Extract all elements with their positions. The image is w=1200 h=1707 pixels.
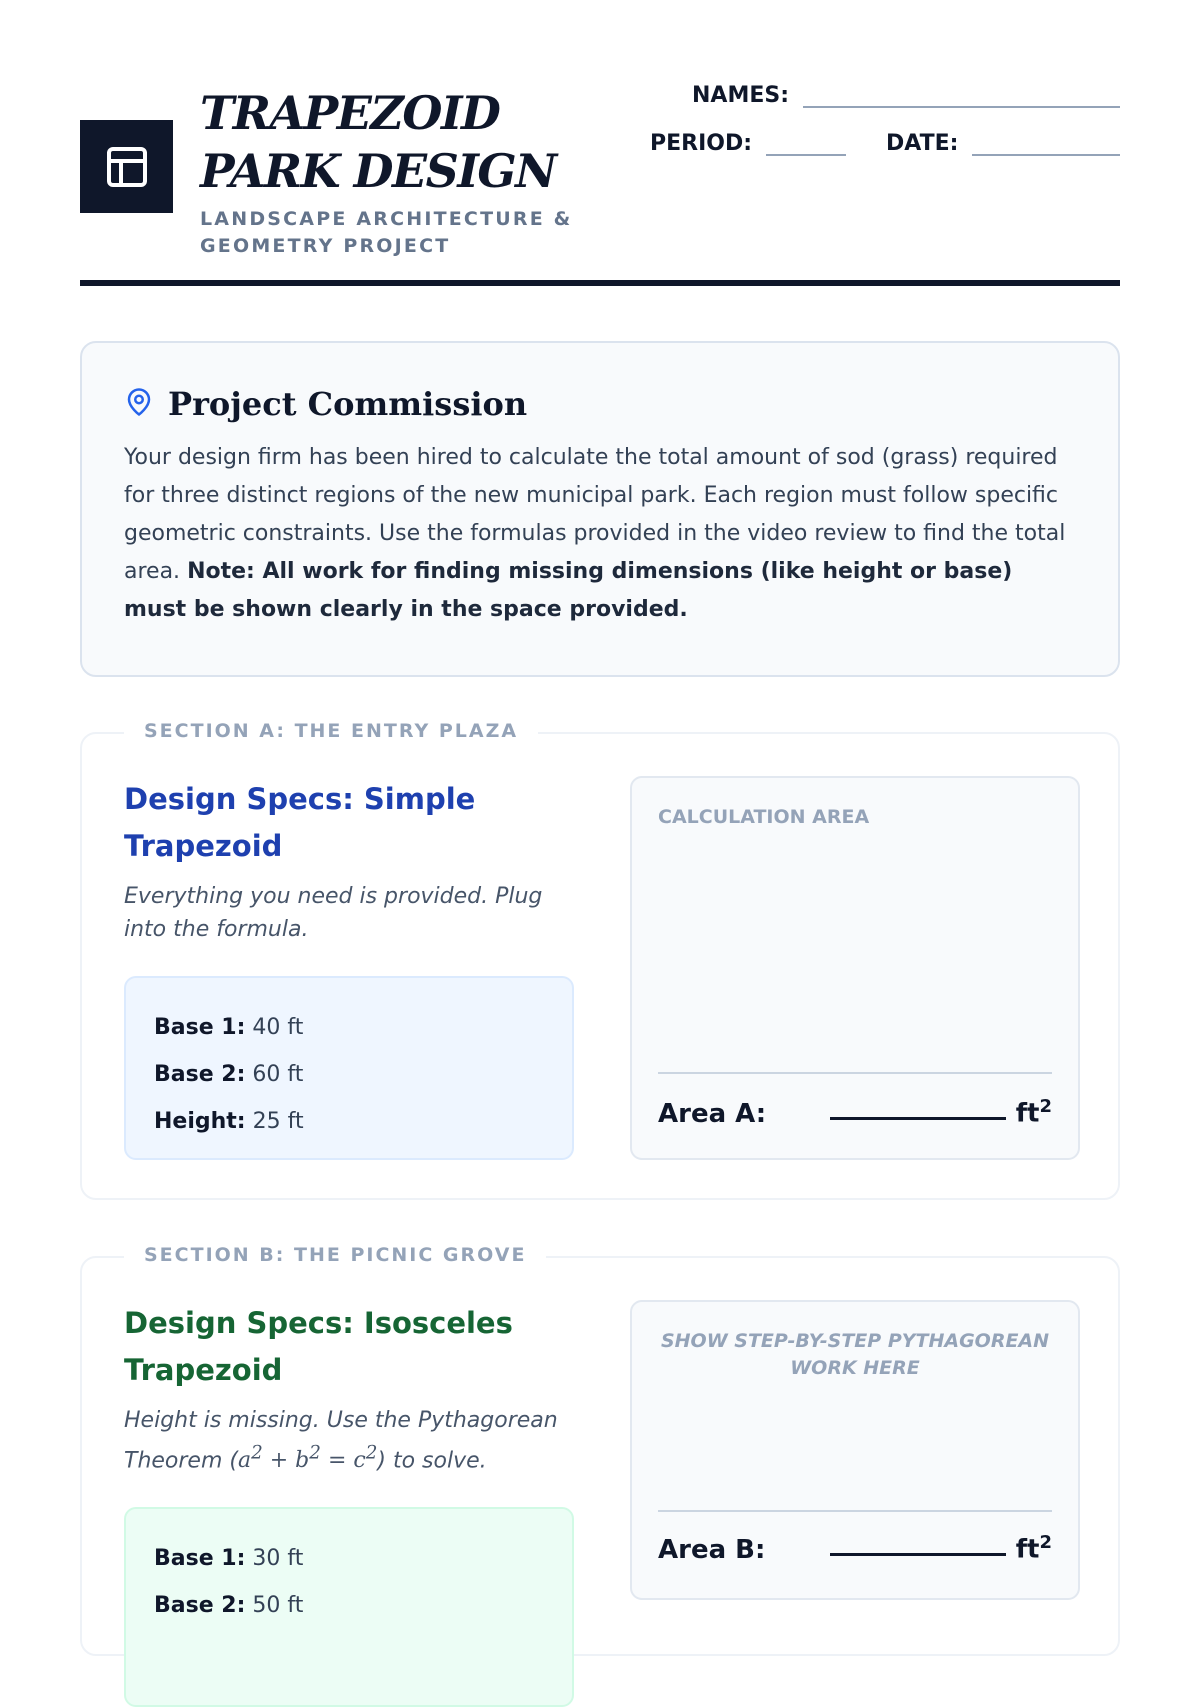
project-commission-card [80,341,1120,677]
section-a-spec-title: Design Specs: Simple Trapezoid [124,782,476,863]
commission-note: Note: All work for finding missing dimensions (like height or base) must be shown clearly in the space provided. [124,559,1013,622]
calc-divider [658,1510,1052,1512]
area-b-answer [658,1532,1052,1565]
spec-height: Height: 25 ft [154,1109,304,1134]
date-label: DATE: [886,131,959,156]
section-b-spec-title: Design Specs: Isosceles Trapezoid [124,1306,513,1387]
section-b-calculation-area[interactable] [630,1300,1080,1600]
section-a-spec-note: Everything you need is provided. Plug into the formula. [124,884,543,942]
calc-area-label: SHOW STEP-BY-STEP PYTHAGOREAN WORK HERE [660,1330,1050,1379]
names-field[interactable] [803,80,1120,108]
period-field[interactable] [766,128,846,156]
section-b-specs [124,1507,574,1707]
layout-icon [80,120,173,213]
page-subtitle: LANDSCAPE ARCHITECTURE & GEOMETRY PROJECT [200,208,573,257]
calc-area-label: CALCULATION AREA [658,806,870,828]
section-a [80,720,1120,1200]
section-a-calculation-area[interactable] [630,776,1080,1160]
map-pin-icon [124,386,154,423]
commission-text: Your design firm has been hired to calculate the total amount of sod (grass) required for three distinct regions of the new municipal park. Each region must follow specific geometric constraints. Use the formulas provided in the video review to find the total area. Note: All work for finding missing dimensions (like height or base) must be shown clearly in the space provided. [124,445,1066,622]
spec-base1: Base 1: 40 ft [154,1015,304,1040]
section-b [80,1244,1120,1656]
spec-base2: Base 2: 60 ft [154,1062,304,1087]
section-b-legend: SECTION B: THE PICNIC GROVE [124,1240,546,1270]
page-title: TRAPEZOID PARK DESIGN [200,86,556,198]
area-b-blank[interactable] [830,1553,1006,1556]
area-a-answer [658,1096,1052,1129]
worksheet-header [80,80,1120,286]
commission-title: Project Commission [168,385,528,423]
area-a-blank[interactable] [830,1117,1006,1120]
area-a-label: Area A: [658,1098,767,1129]
area-a-unit: $ft^2$ [1015,1096,1052,1129]
pythagorean-formula: $a^2 + b^2 = c^2$ [237,1443,378,1474]
section-b-spec-note: Height is missing. Use the Pythagorean Theorem $(a^2 + b^2 = c^2)$ to solve. [124,1408,558,1474]
date-field[interactable] [972,128,1120,156]
section-a-legend: SECTION A: THE ENTRY PLAZA [124,716,538,746]
spec-base1: Base 1: 30 ft [154,1546,304,1572]
section-a-specs [124,976,574,1160]
spec-base2: Base 2: 50 ft [154,1593,304,1619]
names-label: NAMES: [692,83,790,108]
calc-divider [658,1072,1052,1074]
period-label: PERIOD: [650,131,753,156]
area-b-unit: $ft^2$ [1015,1532,1052,1565]
area-b-label: Area B: [658,1534,766,1565]
